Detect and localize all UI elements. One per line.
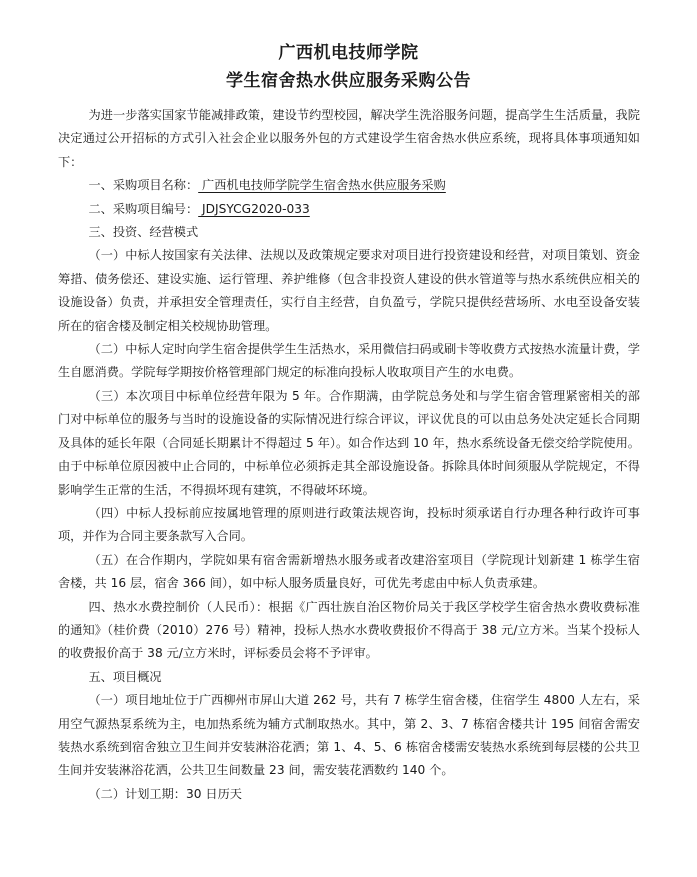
project-number-line	[58, 198, 640, 221]
section-5-paragraph-1: （一）项目地址位于广西柳州市屏山大道 262 号，共有 7 栋学生宿舍楼，住宿学生 4800 人左右，采用空气源热泵系统为主，电加热系统为辅方式制取热水。其中，第 2、3、7 栋宿舍楼共计 195 间宿舍需安装热水系统到宿舍独立卫生间并安装淋浴花洒；第 1、4、5、6 栋宿舍楼需安装热水系统到每层楼的公共卫生间并安装淋浴花洒，公共卫生间数量 23 间，需安装花洒数约 140 个。	[58, 693, 640, 778]
section-3-heading: 三、投资、经营模式	[88, 225, 199, 240]
project-name-line	[58, 174, 640, 197]
section-5-paragraph-2: （二）计划工期：30 日历天	[88, 786, 242, 801]
section-3-paragraph-5: （五）在合作期内，学院如果有宿舍需新增热水服务或者改建浴室项目（学院现计划新建 1 栋学生宿舍楼，共 16 层，宿舍 366 间），如中标人服务质量良好，可优先考虑由中标人负责承建。	[58, 552, 640, 591]
document-body	[58, 104, 640, 806]
project-number-label: 二、采购项目编号：	[88, 201, 199, 216]
project-name-value: 广西机电技师学院学生宿舍热水供应服务采购	[198, 178, 446, 193]
section-3-paragraph-3: （三）本次项目中标单位经营年限为 5 年。合作期满，由学院总务处和与学生宿舍管理紧密相关的部门对中标单位的服务与当时的设施设备的实际情况进行综合评议，评议优良的可以由总务处决定延长合同期及具体的延长年限（合同延长期累计不得超过 5 年）。如合作达到 10 年，热水系统设备无偿交给学院使用。由于中标单位原因被中止合同的，中标单位必须拆走其全部设施设备。拆除具体时间须服从学院规定，不得影响学生正常的生活，不得损坏现有建筑，不得破坏环境。	[58, 388, 640, 497]
project-number-value: JDJSYCG2020-033	[198, 201, 310, 216]
section-3-paragraph-2: （二）中标人定时向学生宿舍提供学生生活热水，采用微信扫码或刷卡等收费方式按热水流量计费，学生自愿消费。学院每学期按价格管理部门规定的标准向投标人收取项目产生的水电费。	[58, 342, 640, 380]
section-3-paragraph-4: （四）中标人投标前应按属地管理的原则进行政策法规咨询，投标时须承诺自行办理各种行政许可事项，并作为合同主要条款写入合同。	[58, 505, 640, 544]
section-3-paragraph-1: （一）中标人按国家有关法律、法规以及政策规定要求对项目进行投资建设和经营，对项目策划、资金筹措、债务偿还、建设实施、运行管理、养护维修（包含非投资人建设的供水管道等与热水系统供应相关的设施设备）负责，并承担安全管理责任，实行自主经营，自负盈亏，学院只提供经营场所、水电至设备安装所在的宿舍楼及制定相关校规协助管理。	[58, 248, 640, 333]
section-5-heading: 五、项目概况	[88, 669, 162, 684]
document-title: 广西机电技师学院	[278, 43, 419, 63]
project-name-label: 一、采购项目名称：	[88, 178, 199, 193]
document-subtitle: 学生宿舍热水供应服务采购公告	[226, 71, 471, 91]
intro-paragraph: 为进一步落实国家节能减排政策，建设节约型校园，解决学生洗浴服务问题，提高学生生活质量，我院决定通过公开招标的方式引入社会企业以服务外包的方式建设学生宿舍热水供应系统，现将具体事项通知如下：	[58, 108, 640, 169]
section-4-paragraph: 四、热水水费控制价（人民币）：根据《广西壮族自治区物价局关于我区学校学生宿舍热水费收费标准的通知》（桂价费（2010）276 号）精神，投标人热水水费收费报价不得高于 38 元/立方米。当某个投标人的收费报价高于 38 元/立方米时，评标委员会将不予评审。	[58, 599, 640, 661]
